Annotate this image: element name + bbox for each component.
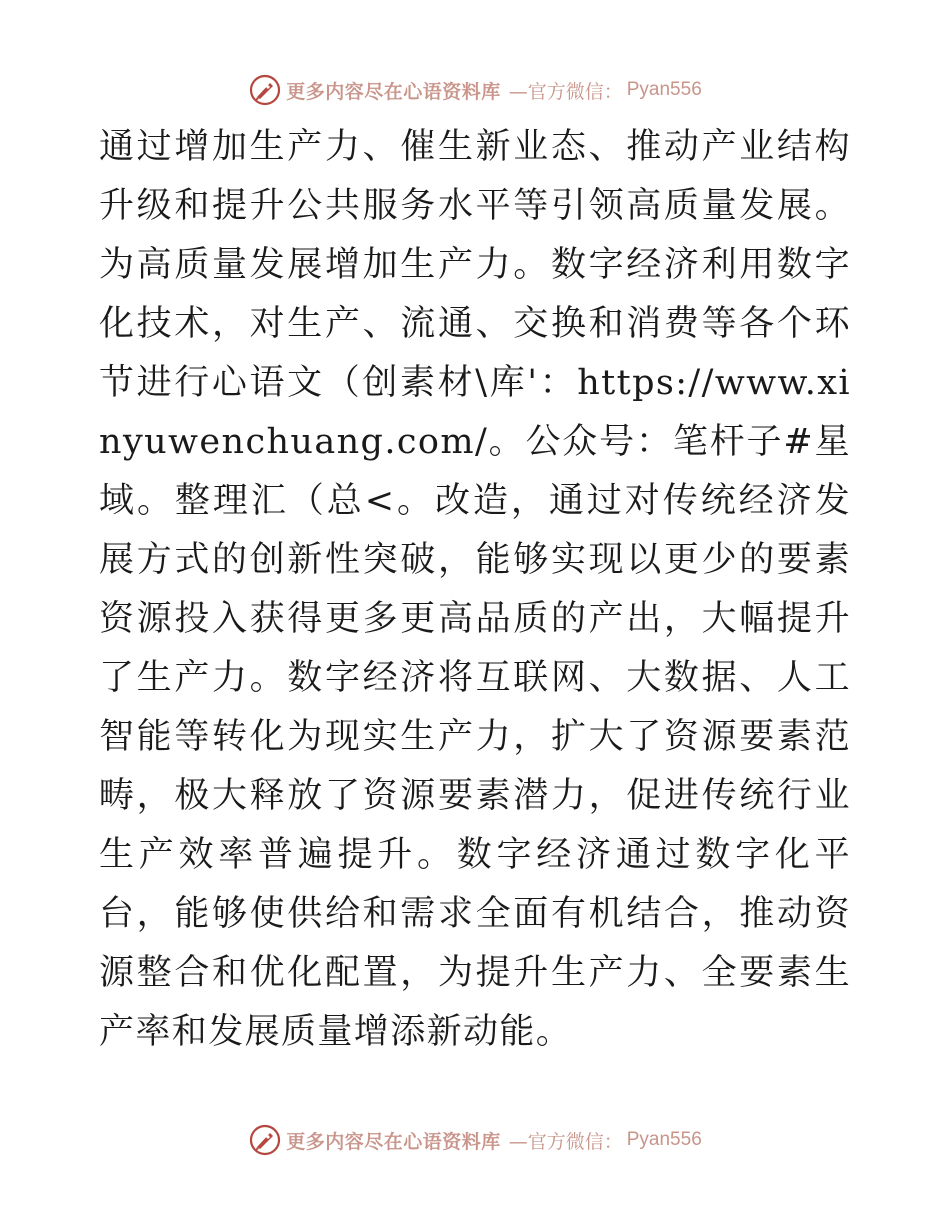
page-header [0, 70, 950, 110]
footer-watermark [248, 1123, 702, 1157]
main-paragraph: 通过增加生产力、催生新业态、推动产业结构升级和提升公共服务水平等引领高质量发展。为高质量发展增加生产力。数字经济利用数字化技术，对生产、流通、交换和消费等各个环节进行心语文（创素材\库'：https://www.xinyuwenchuang.com/。公众号：笔杆子#星域。整理汇（总<。改造，通过对传统经济发展方式的创新性突破，能够实现以更少的要素资源投入获得更多更高品质的产出，大幅提升了生产力。数字经济将互联网、大数据、人工智能等转化为现实生产力，扩大了资源要素范畴，极大释放了资源要素潜力，促进传统行业生产效率普遍提升。数字经济通过数字化平台，能够使供给和需求全面有机结合，推动资源整合和优化配置，为提升生产力、全要素生产率和发展质量增添新动能。 [99, 127, 851, 1052]
footer-wechat-id: Pyan556 [626, 1129, 702, 1150]
header-watermark [248, 73, 702, 107]
footer-brand-text: 更多内容尽在心语资料库 [286, 1130, 501, 1153]
header-wechat-label: —官方微信： [508, 80, 623, 103]
pen-nib-logo-icon [248, 1123, 282, 1157]
header-wechat-id: Pyan556 [626, 79, 702, 100]
footer-wechat-label: —官方微信： [508, 1130, 623, 1153]
pen-nib-logo-icon [248, 73, 282, 107]
header-brand-text: 更多内容尽在心语资料库 [286, 80, 501, 103]
page-footer [0, 1120, 950, 1160]
